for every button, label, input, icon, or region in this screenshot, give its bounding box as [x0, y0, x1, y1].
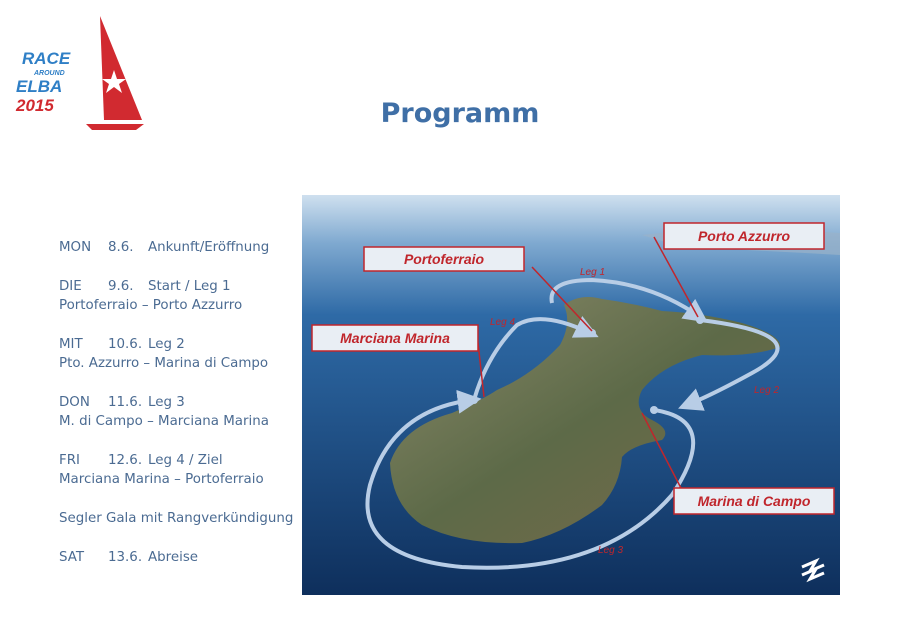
- event-label: Start / Leg 1: [148, 279, 231, 294]
- marciana-marina-label-box: [312, 325, 478, 351]
- logo-line1: RACE: [22, 49, 71, 68]
- page-title: Programm: [380, 98, 540, 129]
- schedule-entry-mit: [59, 335, 299, 373]
- event-label: Leg 3: [148, 395, 185, 410]
- date-label: 8.6.: [108, 240, 134, 255]
- date-label: 13.6.: [108, 550, 143, 565]
- porto-azzurro-marker: [696, 316, 704, 324]
- schedule-entry-die: [59, 277, 299, 315]
- route-label: Pto. Azzurro – Marina di Campo: [59, 356, 269, 371]
- logo-line3: ELBA: [16, 77, 63, 96]
- schedule-entry-sat: [59, 548, 299, 567]
- leg3-label: Leg 3: [598, 545, 624, 556]
- schedule-entry-mon: [59, 238, 299, 257]
- marina-di-campo-label: Marina di Campo: [697, 493, 811, 509]
- marina-di-campo-marker: [650, 406, 658, 414]
- marciana-marina-marker: [470, 396, 478, 404]
- logo-line2: AROUND: [34, 70, 65, 77]
- portoferraio-label: Portoferraio: [403, 251, 485, 267]
- sailboat-star-icon: [100, 16, 142, 120]
- route-label: M. di Campo – Marciana Marina: [59, 414, 269, 429]
- logo-line4: 2015: [16, 96, 54, 115]
- marciana-marina-label: Marciana Marina: [340, 330, 450, 346]
- elba-route-map: [302, 195, 840, 595]
- day-label: FRI: [59, 453, 80, 468]
- route-label: Portoferraio – Porto Azzurro: [59, 298, 243, 313]
- date-label: 12.6.: [108, 453, 143, 468]
- marina-di-campo-label-box: [674, 488, 834, 514]
- event-label: Abreise: [148, 550, 199, 565]
- day-label: DON: [59, 395, 90, 410]
- leg2-label: Leg 2: [754, 385, 780, 396]
- date-label: 11.6.: [108, 395, 143, 410]
- schedule-entry-fri: [59, 451, 299, 489]
- leg1-label: Leg 1: [580, 267, 606, 278]
- schedule-list: [59, 238, 299, 587]
- porto-azzurro-label-box: [664, 223, 824, 249]
- schedule-entry-don: [59, 393, 299, 431]
- date-label: 9.6.: [108, 279, 134, 294]
- date-label: 10.6.: [108, 337, 143, 352]
- day-label: MIT: [59, 337, 83, 352]
- event-label: Leg 4 / Ziel: [148, 453, 223, 468]
- gala-label: Segler Gala mit Rangverkündigung: [59, 511, 294, 526]
- day-label: MON: [59, 240, 92, 255]
- day-label: DIE: [59, 279, 82, 294]
- day-label: SAT: [59, 550, 85, 565]
- event-label: Leg 2: [148, 337, 185, 352]
- porto-azzurro-label: Porto Azzurro: [697, 228, 791, 244]
- leg4-label: Leg 4: [490, 317, 516, 328]
- portoferraio-label-box: [364, 247, 524, 271]
- route-label: Marciana Marina – Portoferraio: [59, 472, 264, 487]
- event-label: Ankunft/Eröffnung: [148, 240, 270, 255]
- race-around-elba-logo: [12, 12, 147, 130]
